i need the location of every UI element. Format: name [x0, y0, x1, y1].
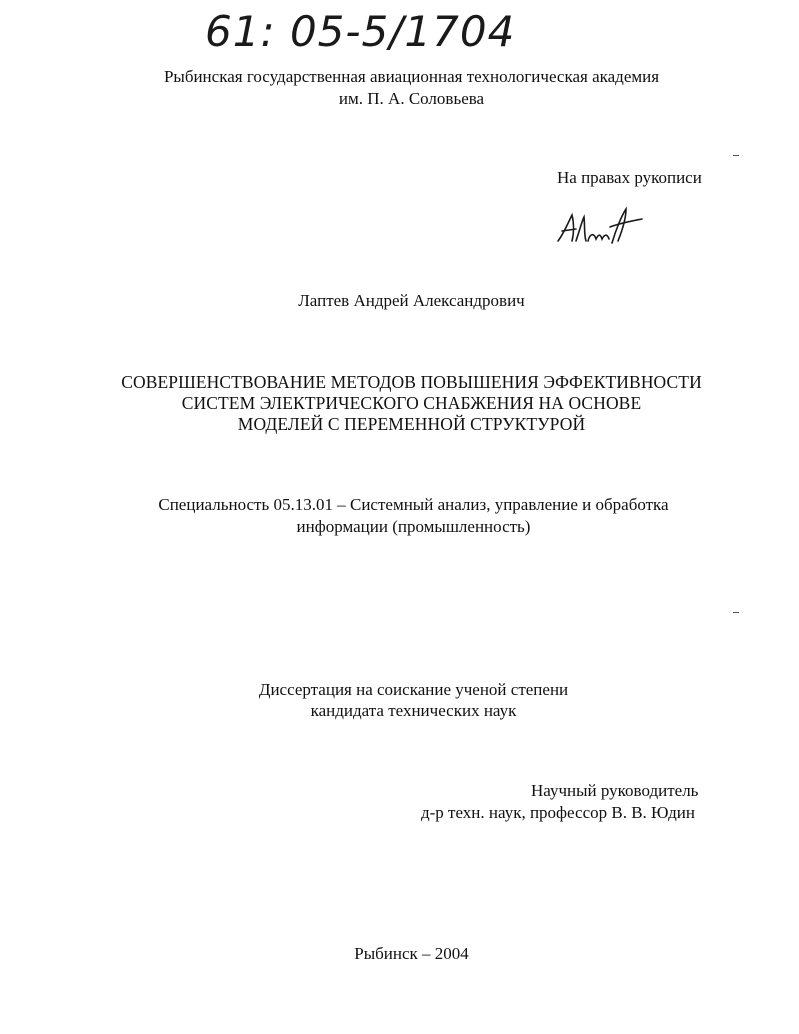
signature-image — [552, 205, 647, 250]
place-year: Рыбинск – 2004 — [354, 944, 469, 963]
manuscript-note: На правах рукописи — [557, 168, 702, 187]
author-name: Лаптев Андрей Александрович — [298, 291, 525, 310]
specialty-line-2: информации (промышленность) — [296, 517, 531, 536]
degree-line-1: Диссертация на соискание ученой степени — [258, 680, 569, 699]
title-line-2: СИСТЕМ ЭЛЕКТРИЧЕСКОГО СНАБЖЕНИЯ НА ОСНОВЕ — [181, 393, 642, 413]
institution-line-2: им. П. А. Соловьева — [338, 89, 485, 108]
degree-line-2: кандидата технических наук — [310, 701, 517, 720]
scan-mark — [733, 155, 739, 156]
supervisor-name: д-р техн. наук, профессор В. В. Юдин — [421, 803, 695, 822]
specialty-line-1: Специальность 05.13.01 – Системный анализ, управление и обработка — [158, 495, 669, 514]
scan-mark — [733, 612, 739, 613]
title-line-1: СОВЕРШЕНСТВОВАНИЕ МЕТОДОВ ПОВЫШЕНИЯ ЭФФЕКТИВНОСТИ — [121, 372, 702, 392]
institution-line-1: Рыбинская государственная авиационная технологическая академия — [163, 67, 660, 86]
title-line-3: МОДЕЛЕЙ С ПЕРЕМЕННОЙ СТРУКТУРОЙ — [237, 414, 586, 434]
archive-stamp: 61: 05-5/1704 — [205, 7, 516, 56]
supervisor-title: Научный руководитель — [531, 781, 699, 800]
